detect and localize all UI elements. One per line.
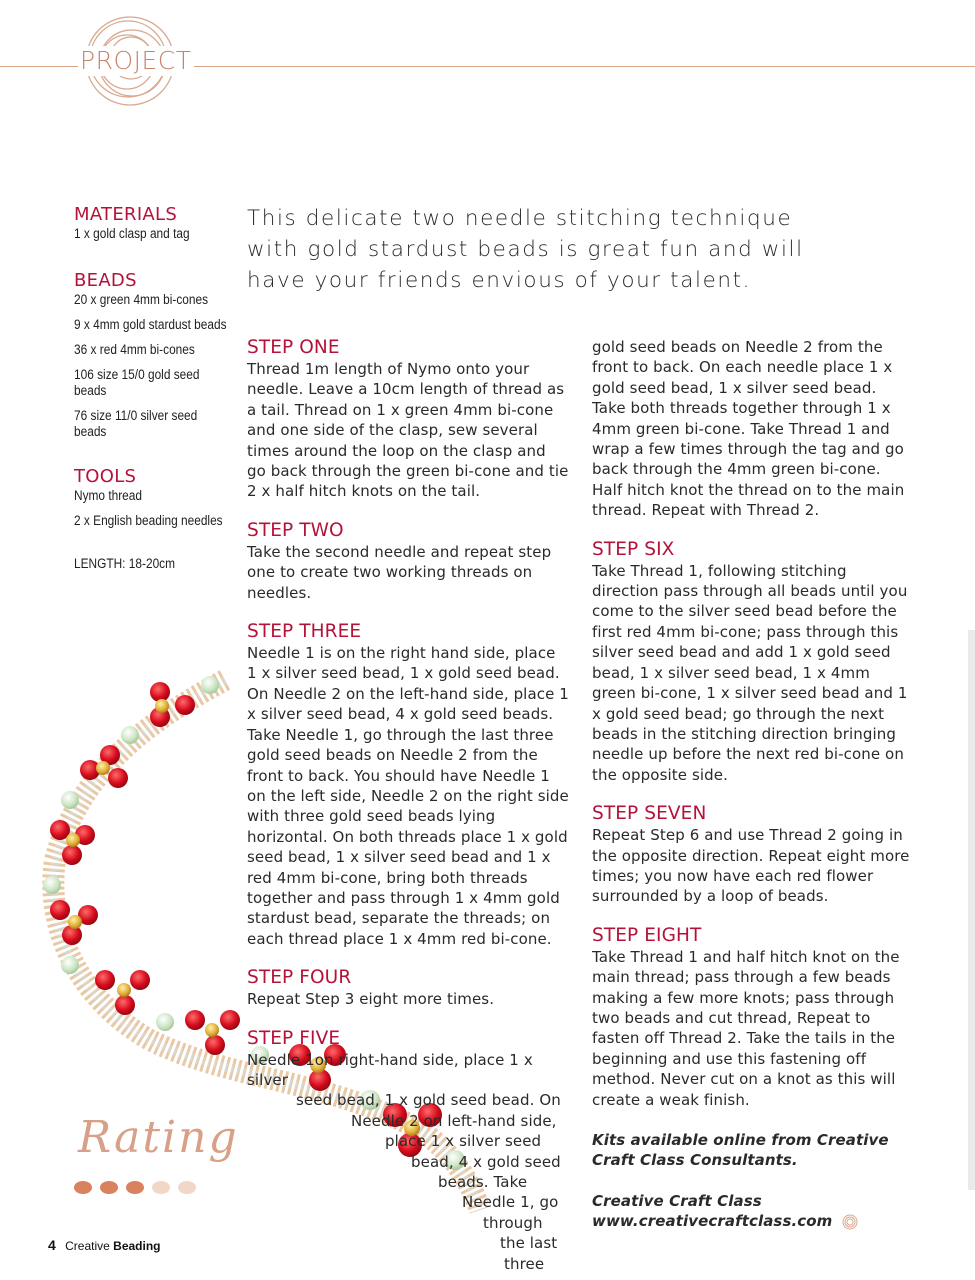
step-five-heading: STEP FIVE [247, 1027, 341, 1049]
beads-item: 76 size 11/0 silver seed beads [74, 408, 198, 439]
materials-sidebar [74, 204, 244, 572]
section-label: PROJECT [80, 46, 192, 75]
magazine-name: Beading [113, 1239, 161, 1253]
step-eight-heading: STEP EIGHT [592, 924, 702, 946]
step-four-heading: STEP FOUR [247, 967, 352, 989]
beads-item: 106 size 15/0 gold seed beads [74, 367, 200, 398]
step-one-heading: STEP ONE [247, 337, 340, 358]
beads-heading: BEADS [74, 270, 137, 291]
rating-dots [74, 1181, 196, 1194]
materials-item: 1 x gold clasp and tag [74, 226, 190, 241]
step-one-text: Thread 1m length of Nymo onto your needle. Leave a 10cm length of thread as a tail. Thread on 1 x green 4mm bi-cone and one side of the clasp, sew several times around the loop on the clasp and go back through the green bi-cone and tie 2 x half hitch knots on the tail. [247, 360, 569, 501]
rating-label: Rating [78, 1112, 239, 1163]
beads-item: 20 x green 4mm bi-cones [74, 292, 209, 307]
step-two-text: Take the second needle and repeat step one to create two working threads on needles. [247, 542, 552, 602]
tools-item: 2 x English beading needles [74, 513, 223, 528]
credit-name: Creative Craft Class [592, 1191, 762, 1210]
credit-url[interactable]: www.creativecraftclass.com [592, 1212, 833, 1231]
magazine-prefix: Creative [65, 1239, 110, 1253]
beads-item: 36 x red 4mm bi-cones [74, 342, 195, 357]
step-six-text: Take Thread 1, following stitching direction pass through all beads until you come to the silver seed bead before the first red 4mm bi-cone; pass through this silver seed bead and add 1 x gold seed bead, 1 x silver seed bead, 1 x 4mm green bi-cone, 1 x silver seed bead and 1 x gold seed bead; go through the next beads in the stitching direction bringing needle up before the next red bi-cone on the opposite side. [592, 561, 908, 784]
page-edge [968, 630, 975, 1190]
intro-text: This delicate two needle stitching technique with gold stardust beads is great fun and will have your friends envious of your talent. [247, 206, 804, 293]
rating-dot [126, 1181, 144, 1194]
step-six-heading: STEP SIX [592, 538, 675, 560]
credit-url-line [592, 1211, 914, 1231]
length-text: LENGTH: 18-20cm [74, 556, 176, 571]
rating-dot [152, 1181, 170, 1194]
instructions-column-1 [247, 337, 569, 1274]
instructions-column-2 [592, 337, 914, 1232]
step-four-text: Repeat Step 3 eight more times. [247, 990, 495, 1009]
rating-dot [74, 1181, 92, 1194]
step-seven-text: Repeat Step 6 and use Thread 2 going in the opposite direction. Repeat eight more times; you now have each red flower surrounded by a loop of beads. [592, 826, 910, 906]
kits-note: Kits available online from Creative Craft Class Consultants. [592, 1131, 889, 1170]
step-five-text: Needle 1on right-hand side, place 1 x silver seed bead, 1 x gold seed bead. On Needle 2 on left-hand side, place 1 x silver seed bead, 4 x gold seed beads. Take Needle 1, go through the last three [247, 1050, 561, 1273]
materials-heading: MATERIALS [74, 204, 178, 225]
tools-item: Nymo thread [74, 488, 143, 503]
tools-heading: TOOLS [74, 466, 137, 487]
rating-dot [100, 1181, 118, 1194]
step-three-heading: STEP THREE [247, 621, 362, 643]
step-two-heading: STEP TWO [247, 519, 344, 541]
step-eight-text: Take Thread 1 and half hitch knot on the main thread; pass through a few beads making a few more knots; pass through two beads and cut thread, Repeat to fasten off Thread 2. Take the tails in the beginning and use this fastening off method. Never cut on a knot as this will create a weak finish. [592, 947, 900, 1109]
swirl-icon [842, 1214, 858, 1230]
footer [48, 1237, 161, 1253]
rating-dot [178, 1181, 196, 1194]
beads-item: 9 x 4mm gold stardust beads [74, 317, 227, 332]
page-number: 4 [48, 1237, 56, 1253]
step-five-continued: gold seed beads on Needle 2 from the front to back. On each needle place 1 x gold seed bead, 1 x silver seed bead. Take both threads together through 1 x 4mm green bi-cone. Take Thread 1 and wrap a few times through the tag and go back through the 4mm green bi-cone. Half hitch knot the thread on to the main thread. Repeat with Thread 2. [592, 338, 905, 520]
step-seven-heading: STEP SEVEN [592, 803, 707, 825]
step-three-text: Needle 1 is on the right hand side, place 1 x silver seed bead, 1 x gold seed bead. On Needle 2 on the left-hand side, place 1 x silver seed bead, 4 x gold seed beads. Take Needle 1, go through the last three gold seed beads on Needle 2 from the front to back. You should have Needle 1 on the left side, Needle 2 on the right side with three gold seed beads lying horizontal. On both threads place 1 x gold seed bead, 1 x silver seed bead and 1 x red 4mm bi-cone, bring both threads together and pass through 1 x 4mm gold stardust bead, separate the threads; on each thread place 1 x 4mm red bi-cone. [247, 644, 569, 948]
